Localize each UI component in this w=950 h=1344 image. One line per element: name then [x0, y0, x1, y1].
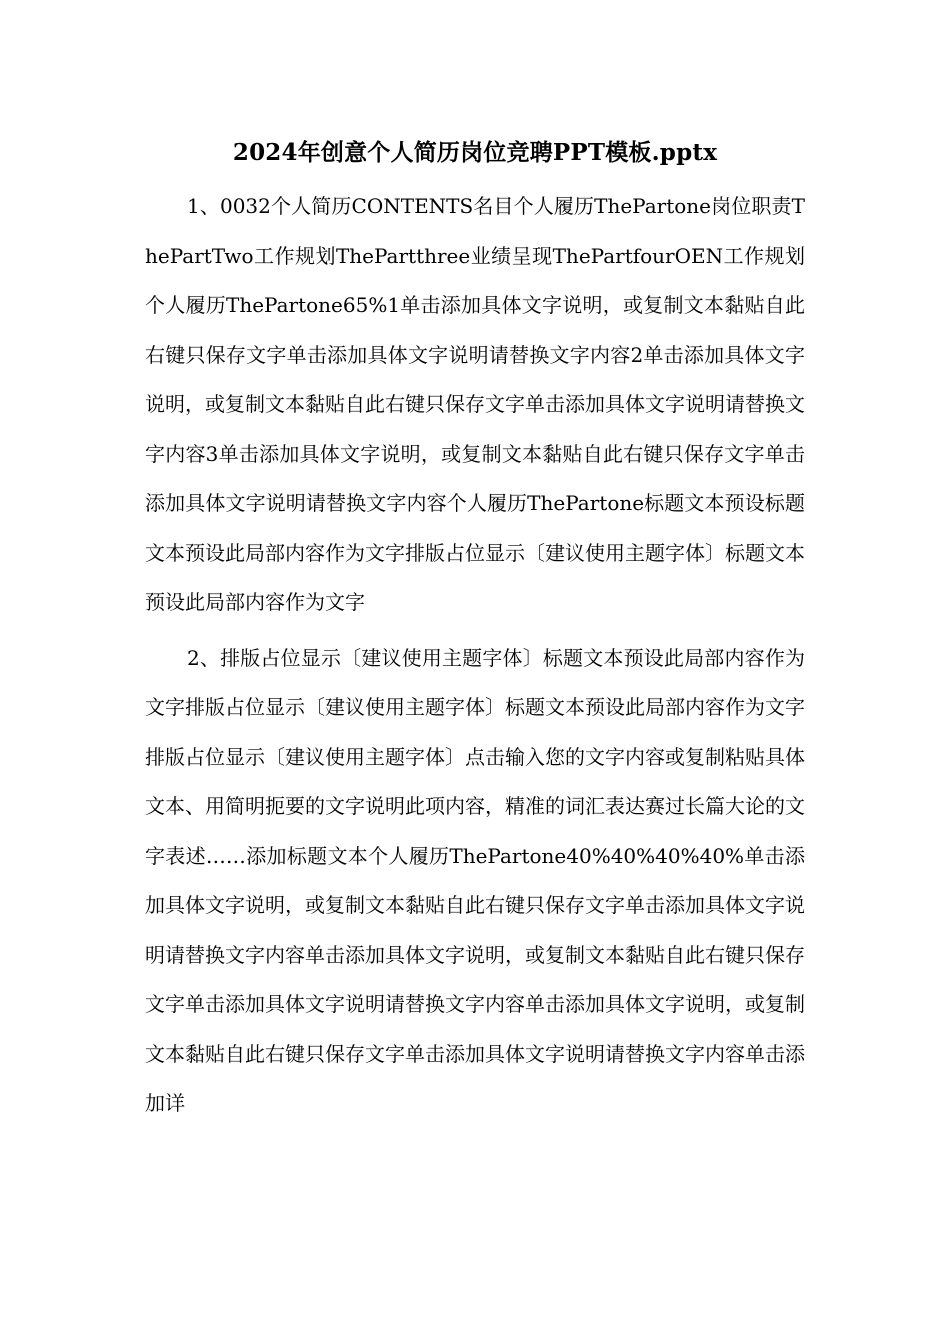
paragraph-1: 1、0032个人简历CONTENTS名目个人履历ThePartone岗位职责ThePartTwo工作规划ThePartthree业绩呈现ThePartfourOEN工作规划个人履历ThePartone65%1单击添加具体文字说明，或复制文本黏贴自此右键只保存文字单击添加具体文字说明请替换文字内容2单击添加具体文字说明，或复制文本黏贴自此右键只保存文字单击添加具体文字说明请替换文字内容3单击添加具体文字说明，或复制文本黏贴自此右键只保存文字单击添加具体文字说明请替换文字内容个人履历ThePartone标题文本预设标题文本预设此局部内容作为文字排版占位显示〔建议使用主题字体〕标题文本预设此局部内容作为文字: [145, 194, 805, 614]
document-body: [145, 182, 805, 1135]
paragraph-2: 2、排版占位显示〔建议使用主题字体〕标题文本预设此局部内容作为文字排版占位显示〔建议使用主题字体〕标题文本预设此局部内容作为文字排版占位显示〔建议使用主题字体〕点击输入您的文字内容或复制粘贴具体文本、用简明扼要的文字说明此项内容，精准的词汇表达赛过长篇大论的文字表述……添加标题文本个人履历ThePartone40%40%40%40%单击添加具体文字说明，或复制文本黏贴自此右键只保存文字单击添加具体文字说明请替换文字内容单击添加具体文字说明，或复制文本黏贴自此右键只保存文字单击添加具体文字说明请替换文字内容单击添加具体文字说明，或复制文本黏贴自此右键只保存文字单击添加具体文字说明请替换文字内容单击添加详: [145, 645, 805, 1115]
document-title: 2024年创意个人简历岗位竞聘PPT模板.pptx: [232, 139, 718, 166]
